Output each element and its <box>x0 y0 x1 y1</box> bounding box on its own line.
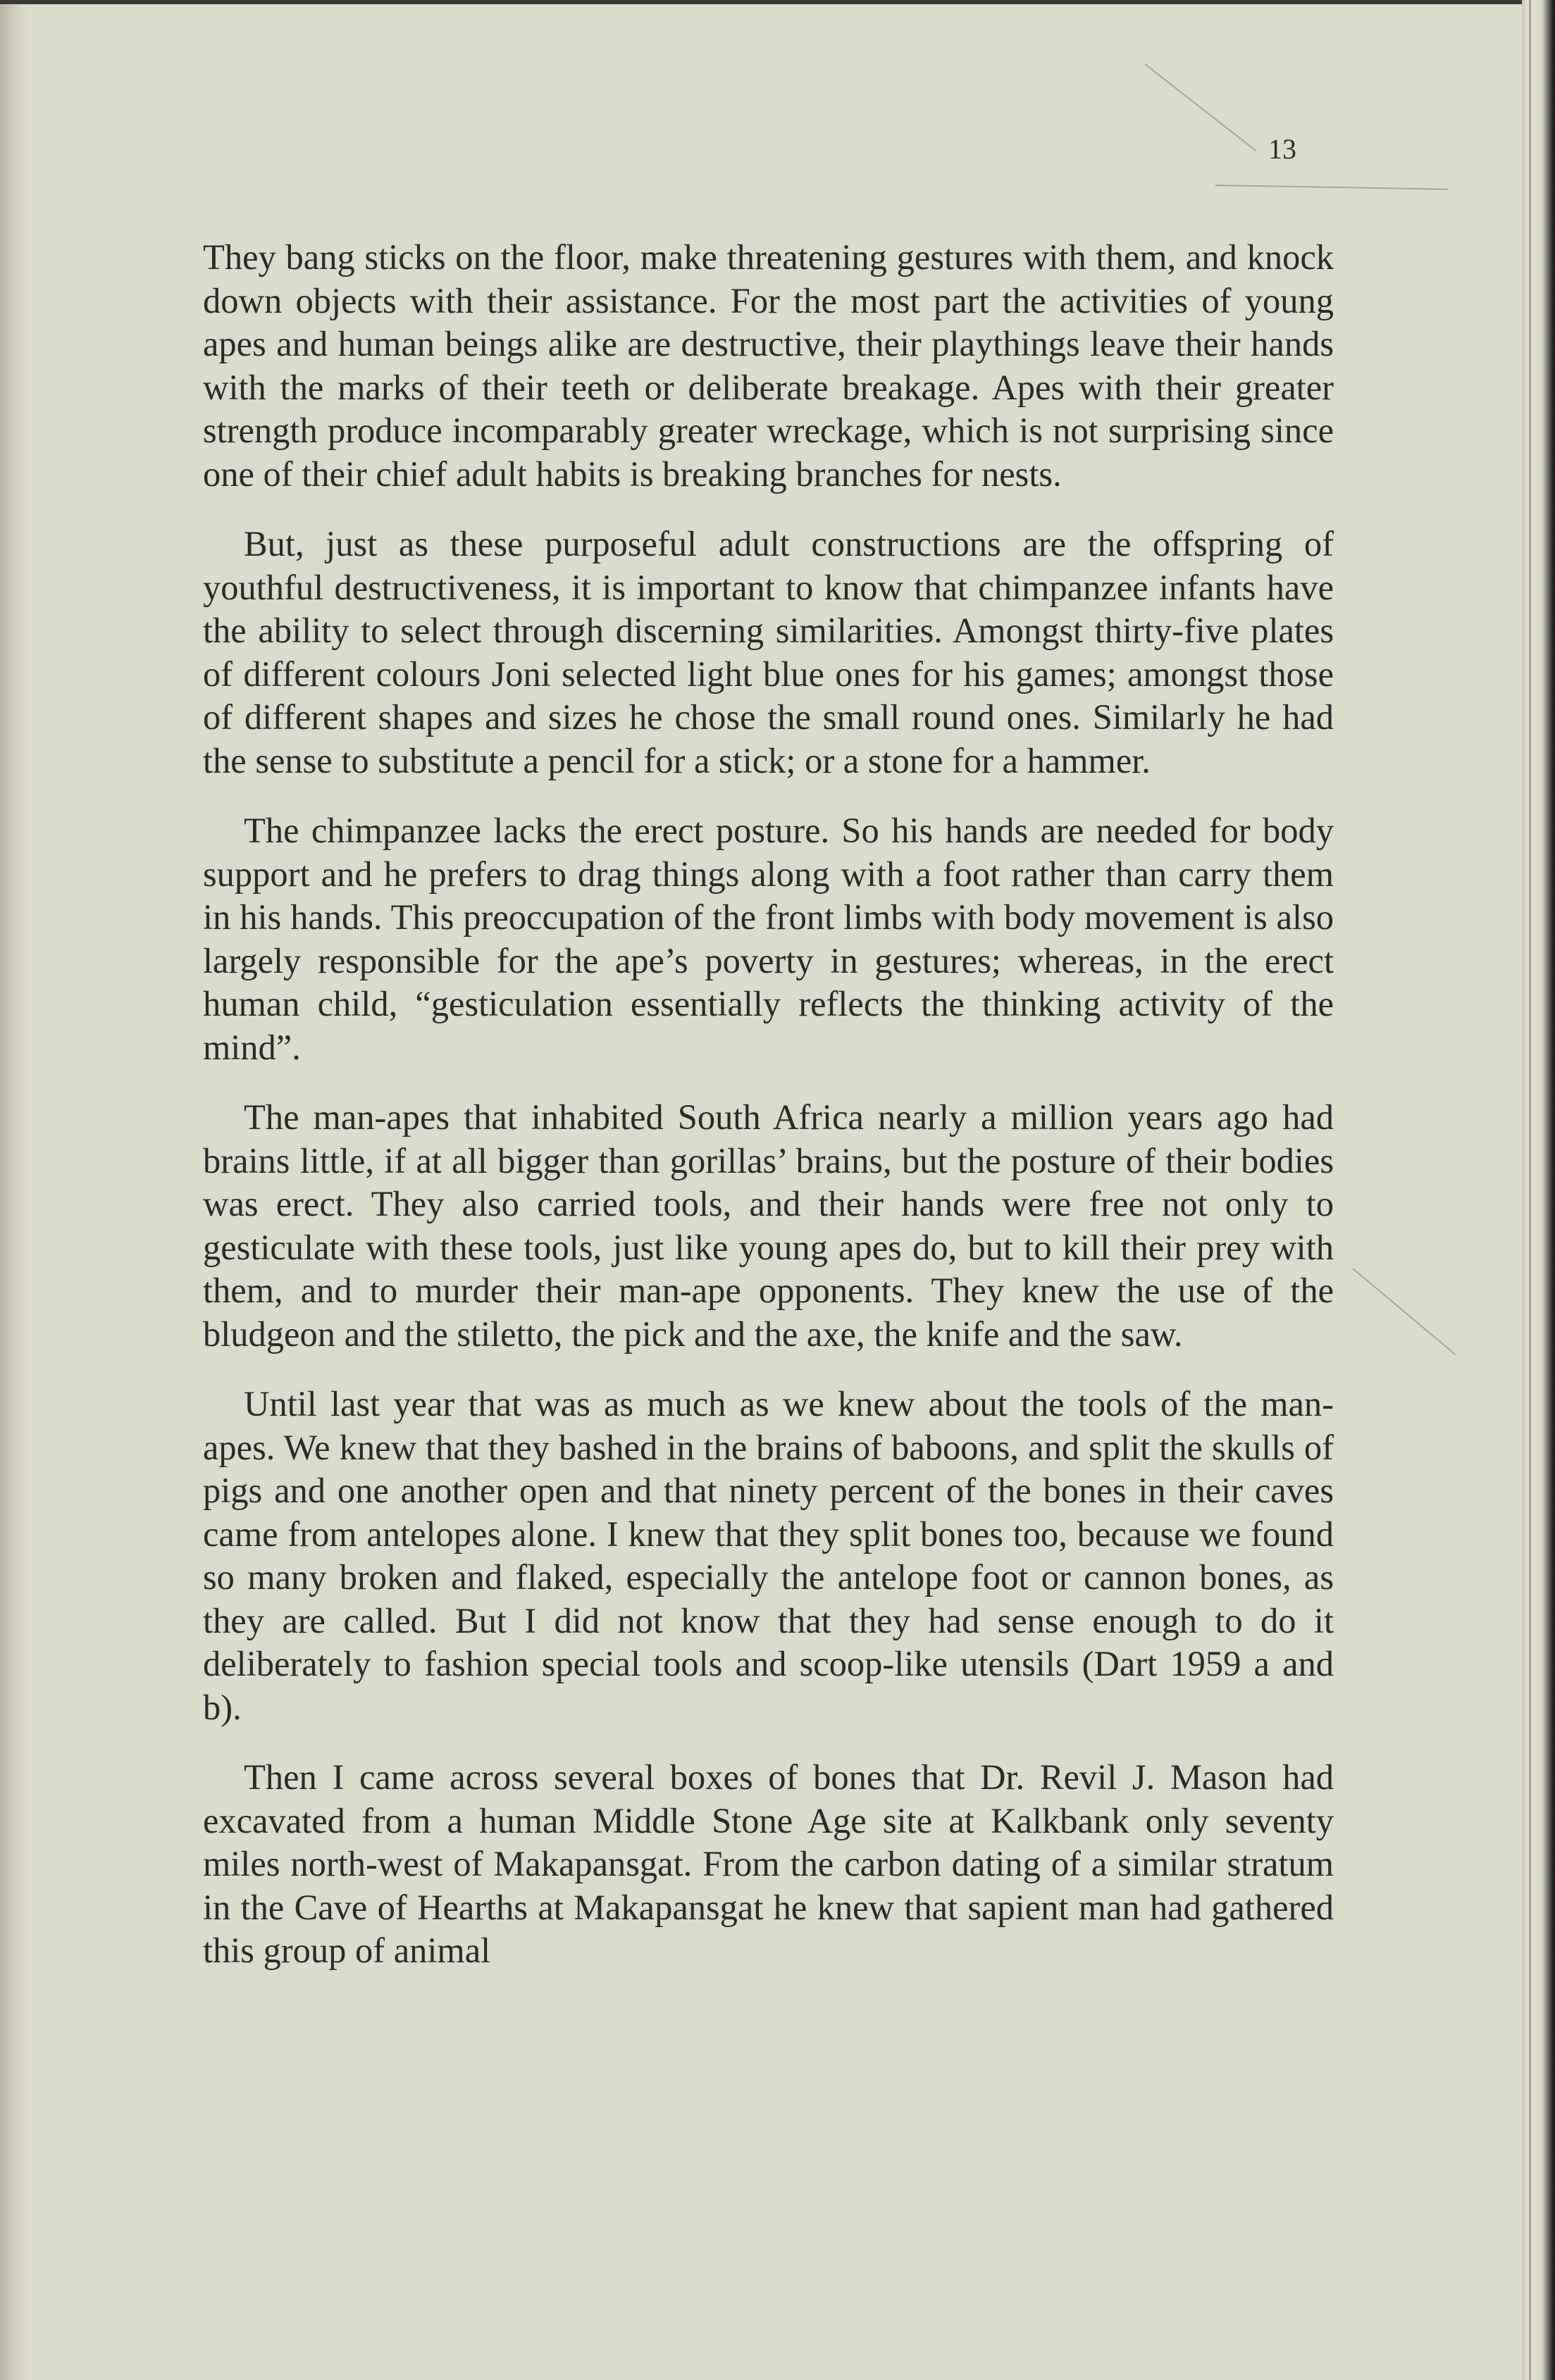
paragraph: Until last year that was as much as we knew about the tools of the man-apes. We knew that they bashed in the brains of baboons, and split the skulls of pigs and one another open and that ninety percent of the bones in their caves came from antelopes alone. I knew that they split bones too, because we found so many broken and flaked, especially the antelope foot or cannon bones, as they are called. But I did not know that they had sense enough to do it deliberately to fashion special tools and scoop-like utensils (Dart 1959 a and b). <box>203 1384 1334 1727</box>
paragraph: But, just as these purposeful adult constructions are the offspring of youthful destructiveness, it is important to know that chimpanzee infants have the ability to select through discerning similarities. Amongst thirty-five plates of different colours Joni selected light blue ones for his games; amongst those of different shapes and sizes he chose the small round ones. Similarly he had the sense to substitute a pencil for a stick; or a stone for a hammer. <box>203 524 1334 780</box>
pencil-mark <box>1144 63 1256 151</box>
book-edge <box>1522 0 1555 2380</box>
paragraph: Then I came across several boxes of bones that Dr. Revil J. Mason had excavated from a human Middle Stone Age site at Kalkbank only seventy miles north-west of Makapansgat. From the carbon dating of a similar stratum in the Cave of Hearths at Makapansgat he knew that sapient man had gathered this group of animal <box>203 1757 1334 1970</box>
page-number: 13 <box>1268 133 1296 165</box>
paragraph: They bang sticks on the floor, make threatening gestures with them, and knock down objects with their assistance. For the most part the activities of young apes and human beings alike are destructive, their playthings leave their hands with the marks of their teeth or deliberate breakage. Apes with their greater strength produce incomparably greater wreckage, which is not surprising since one of their chief adult habits is breaking branches for nests. <box>203 237 1334 494</box>
pencil-mark <box>1215 185 1448 190</box>
paragraph: The man-apes that inhabited South Africa nearly a million years ago had brains little, if at all bigger than gorillas’ brains, but the posture of their bodies was erect. They also carried tools, and their hands were free not only to gesticulate with these tools, just like young apes do, but to kill their prey with them, and to murder their man-ape opponents. They knew the use of the bludgeon and the stiletto, the pick and the axe, the knife and the saw. <box>203 1097 1334 1354</box>
book-edge-strip <box>1529 0 1531 2380</box>
spine-shadow <box>0 0 28 2380</box>
page-top-edge <box>0 0 1555 4</box>
paragraph: The chimpanzee lacks the erect posture. So his hands are needed for body support and he prefers to drag things along with a foot rather than carry them in his hands. This preoccupation of the front limbs with body movement is also largely responsible for the ape’s poverty in gestures; whereas, in the erect human child, “gesticulation essentially reflects the thinking activity of the mind”. <box>203 811 1334 1067</box>
body-text <box>203 236 1334 1973</box>
pencil-mark <box>1352 1268 1456 1355</box>
